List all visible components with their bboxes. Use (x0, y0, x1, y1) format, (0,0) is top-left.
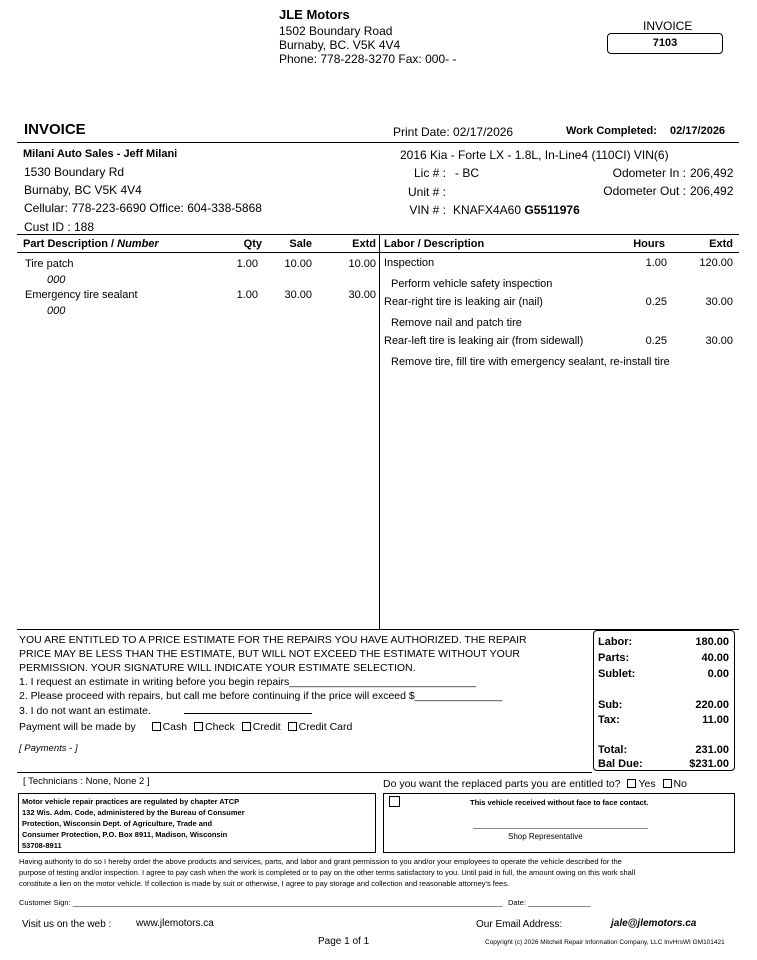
replaced-parts-question (383, 778, 687, 790)
vin-label: VIN # : (409, 203, 446, 217)
vin-value (453, 203, 580, 217)
labor-row-3-hours: 0.25 (645, 335, 667, 347)
website-link[interactable]: www.jlemotors.ca (136, 918, 214, 929)
credit-checkbox[interactable] (242, 722, 251, 731)
replaced-parts-yes-label: Yes (638, 778, 656, 790)
labor-row-2-note: Remove nail and patch tire (391, 317, 522, 329)
estimate-option-2: 2. Please proceed with repairs, but call me before continuing if the price will exceed $_______________ (19, 690, 503, 702)
labor-row-1-desc: Inspection (384, 257, 435, 269)
estimate-option-3-line (184, 713, 312, 714)
table-divider (379, 234, 380, 629)
parts-header-number-label: Number (117, 238, 159, 250)
totals-balance-value: $231.00 (689, 758, 729, 770)
totals-sublet-label: Sublet: (598, 668, 636, 680)
labor-row-1-hours: 1.00 (645, 257, 667, 269)
customer-name: Milani Auto Sales - Jeff Milani (23, 148, 178, 160)
regulation-line-1: Motor vehicle repair practices are regulated by chapter ATCP (22, 797, 240, 806)
replaced-parts-no-label: No (673, 778, 687, 790)
regulation-line-5: 53708-8911 (22, 841, 62, 850)
labor-row-2-extd: 30.00 (705, 296, 733, 308)
odometer-in-label: Odometer In : (612, 166, 686, 180)
credit-card-checkbox[interactable] (288, 722, 297, 731)
part-row-2-extd: 30.00 (348, 289, 376, 301)
work-completed-value: 02/17/2026 (670, 125, 726, 137)
totals-balance-label: Bal Due: (598, 758, 643, 770)
payments-note: [ Payments - ] (19, 743, 78, 754)
authority-line-1: Having authority to do so I hereby order the above products and services, parts, and labor and grant permission to you and/or your employees to operate the vehicle described for the (19, 857, 622, 866)
face-to-face-checkbox[interactable] (389, 796, 400, 807)
labor-row-3-note: Remove tire, fill tire with emergency sealant, re-install tire (391, 356, 670, 368)
vin-prefix: KNAFX4A60 (453, 203, 522, 217)
customer-signature-line[interactable]: Customer Sign: _______________________________________________________________________________________________________ (19, 898, 503, 907)
table-header-rule (17, 252, 739, 253)
license-label: Lic # : (413, 166, 446, 180)
replaced-parts-no-checkbox[interactable] (663, 779, 672, 788)
credit-label: Credit (252, 721, 281, 733)
regulation-line-3: Protection, Wisconsin Dept. of Agriculture, Trade and (22, 819, 213, 828)
unit-label: Unit # : (407, 185, 446, 199)
shop-rep-signature-line (473, 828, 648, 829)
authority-line-2: purpose of testing and/or inspection. I agree to pay cash when the work is completed or to pay on the other terms satisfactory to you. Until paid in full, the amount owing on this work shall (19, 868, 636, 877)
cash-checkbox[interactable] (152, 722, 161, 731)
labor-row-2-hours: 0.25 (645, 296, 667, 308)
vin-suffix: G5511976 (524, 203, 580, 217)
print-date-value: 02/17/2026 (453, 125, 514, 139)
totals-sub-value: 220.00 (695, 699, 729, 711)
date-line[interactable]: Date: _______________ (508, 898, 591, 907)
authority-line-3: constitute a lien on the motor vehicle. If collection is made by suit or otherwise, I agree to pay storage and collection and reasonable attorney's fees. (19, 879, 510, 888)
part-row-1-sale: 10.00 (284, 258, 312, 270)
estimate-option-3-text: 3. I do not want an estimate. (19, 705, 151, 717)
regulation-line-4: Consumer Protection, P.O. Box 8911, Madison, Wisconsin (22, 830, 228, 839)
labor-row-2-desc: Rear-right tire is leaking air (nail) (384, 296, 543, 308)
part-row-2-number: 000 (47, 305, 66, 317)
estimate-line-3: PERMISSION. YOUR SIGNATURE WILL INDICATE YOUR ESTIMATE SELECTION. (19, 662, 416, 674)
license-value: - BC (455, 166, 479, 180)
estimate-option-3 (19, 705, 312, 717)
technicians-rule (17, 772, 592, 773)
email-link[interactable]: jale@jlemotors.ca (611, 918, 697, 929)
part-row-1-qty: 1.00 (236, 258, 258, 270)
credit-card-label: Credit Card (298, 721, 353, 733)
totals-labor-label: Labor: (598, 636, 633, 648)
regulation-line-2: 132 Wis. Adm. Code, administered by the Bureau of Consumer (22, 808, 245, 817)
table-top-rule (17, 234, 739, 235)
totals-tax-value: 11.00 (702, 714, 729, 726)
technicians: [ Technicians : None, None 2 ] (23, 776, 150, 787)
shop-address-1: 1502 Boundary Road (279, 24, 393, 38)
customer-address-2: Burnaby, BC V5K 4V4 (24, 183, 142, 197)
customer-id: Cust ID : 188 (24, 220, 95, 234)
parts-header-qty: Qty (243, 238, 262, 250)
email-label: Our Email Address: (476, 919, 563, 930)
replaced-parts-text: Do you want the replaced parts you are entitled to? (383, 778, 621, 790)
vehicle-description: 2016 Kia - Forte LX - 1.8L, In-Line4 (110CI) VIN(6) (400, 148, 669, 162)
labor-header-hours: Hours (633, 238, 665, 250)
totals-sub-label: Sub: (598, 699, 623, 711)
part-row-1-number: 000 (47, 274, 66, 286)
labor-header-description: Labor / Description (384, 238, 485, 250)
totals-total-label: Total: (598, 744, 628, 756)
header-rule (17, 142, 739, 143)
invoice-number: 7103 (607, 33, 723, 54)
print-date (393, 125, 513, 139)
payment-methods (19, 721, 352, 733)
labor-row-3-desc: Rear-left tire is leaking air (from sidewall) (384, 335, 584, 347)
labor-row-1-extd: 120.00 (699, 257, 733, 269)
estimate-line-1: YOU ARE ENTITLED TO A PRICE ESTIMATE FOR THE REPAIRS YOU HAVE AUTHORIZED. THE REPAIR (19, 634, 527, 646)
estimate-option-1: 1. I request an estimate in writing before you begin repairs________________________________ (19, 676, 477, 688)
shop-phone: Phone: 778-228-3270 Fax: 000- - (279, 52, 457, 66)
odometer-out-label: Odometer Out : (603, 184, 686, 198)
page-title: INVOICE (24, 121, 86, 138)
totals-parts-label: Parts: (598, 652, 630, 664)
labor-row-3-extd: 30.00 (705, 335, 733, 347)
page-number: Page 1 of 1 (318, 936, 370, 947)
work-completed-label: Work Completed: (566, 125, 657, 137)
odometer-in-value: 206,492 (690, 166, 734, 180)
estimate-line-2: PRICE MAY BE LESS THAN THE ESTIMATE, BUT WILL NOT EXCEED THE ESTIMATE WITHOUT YOUR (19, 648, 520, 660)
shop-address-2: Burnaby, BC. V5K 4V4 (279, 38, 401, 52)
totals-tax-label: Tax: (598, 714, 620, 726)
odometer-out-value: 206,492 (690, 184, 734, 198)
web-label: Visit us on the web : (22, 919, 112, 930)
totals-total-value: 231.00 (695, 744, 729, 756)
replaced-parts-yes-checkbox[interactable] (627, 779, 636, 788)
cash-label: Cash (162, 721, 188, 733)
invoice-box-label: INVOICE (643, 19, 693, 33)
payment-label: Payment will be made by (19, 721, 136, 733)
part-row-2-sale: 30.00 (284, 289, 312, 301)
part-row-2-desc: Emergency tire sealant (25, 289, 138, 301)
parts-header-sale: Sale (289, 238, 312, 250)
customer-address-1: 1530 Boundary Rd (24, 165, 125, 179)
part-row-1-extd: 10.00 (348, 258, 376, 270)
labor-row-1-note: Perform vehicle safety inspection (391, 278, 553, 290)
parts-header-description (23, 238, 159, 250)
face-to-face-text: This vehicle received without face to face contact. (470, 798, 649, 807)
part-row-2-qty: 1.00 (236, 289, 258, 301)
shop-representative-label: Shop Representative (508, 832, 583, 841)
labor-header-extd: Extd (709, 238, 733, 250)
parts-header-desc-label: Part Description / (23, 238, 118, 250)
check-checkbox[interactable] (194, 722, 203, 731)
check-label: Check (205, 721, 235, 733)
shop-name: JLE Motors (279, 7, 350, 22)
totals-sublet-value: 0.00 (707, 668, 729, 680)
customer-phones: Cellular: 778-223-6690 Office: 604-338-5868 (24, 201, 262, 215)
part-row-1-desc: Tire patch (25, 258, 74, 270)
print-date-label: Print Date: (393, 125, 450, 139)
copyright: Copyright (c) 2026 Mitchell Repair Information Company, LLC InvHrsWI GM101421 (485, 939, 725, 946)
parts-header-extd: Extd (352, 238, 376, 250)
totals-parts-value: 40.00 (701, 652, 729, 664)
totals-labor-value: 180.00 (695, 636, 729, 648)
